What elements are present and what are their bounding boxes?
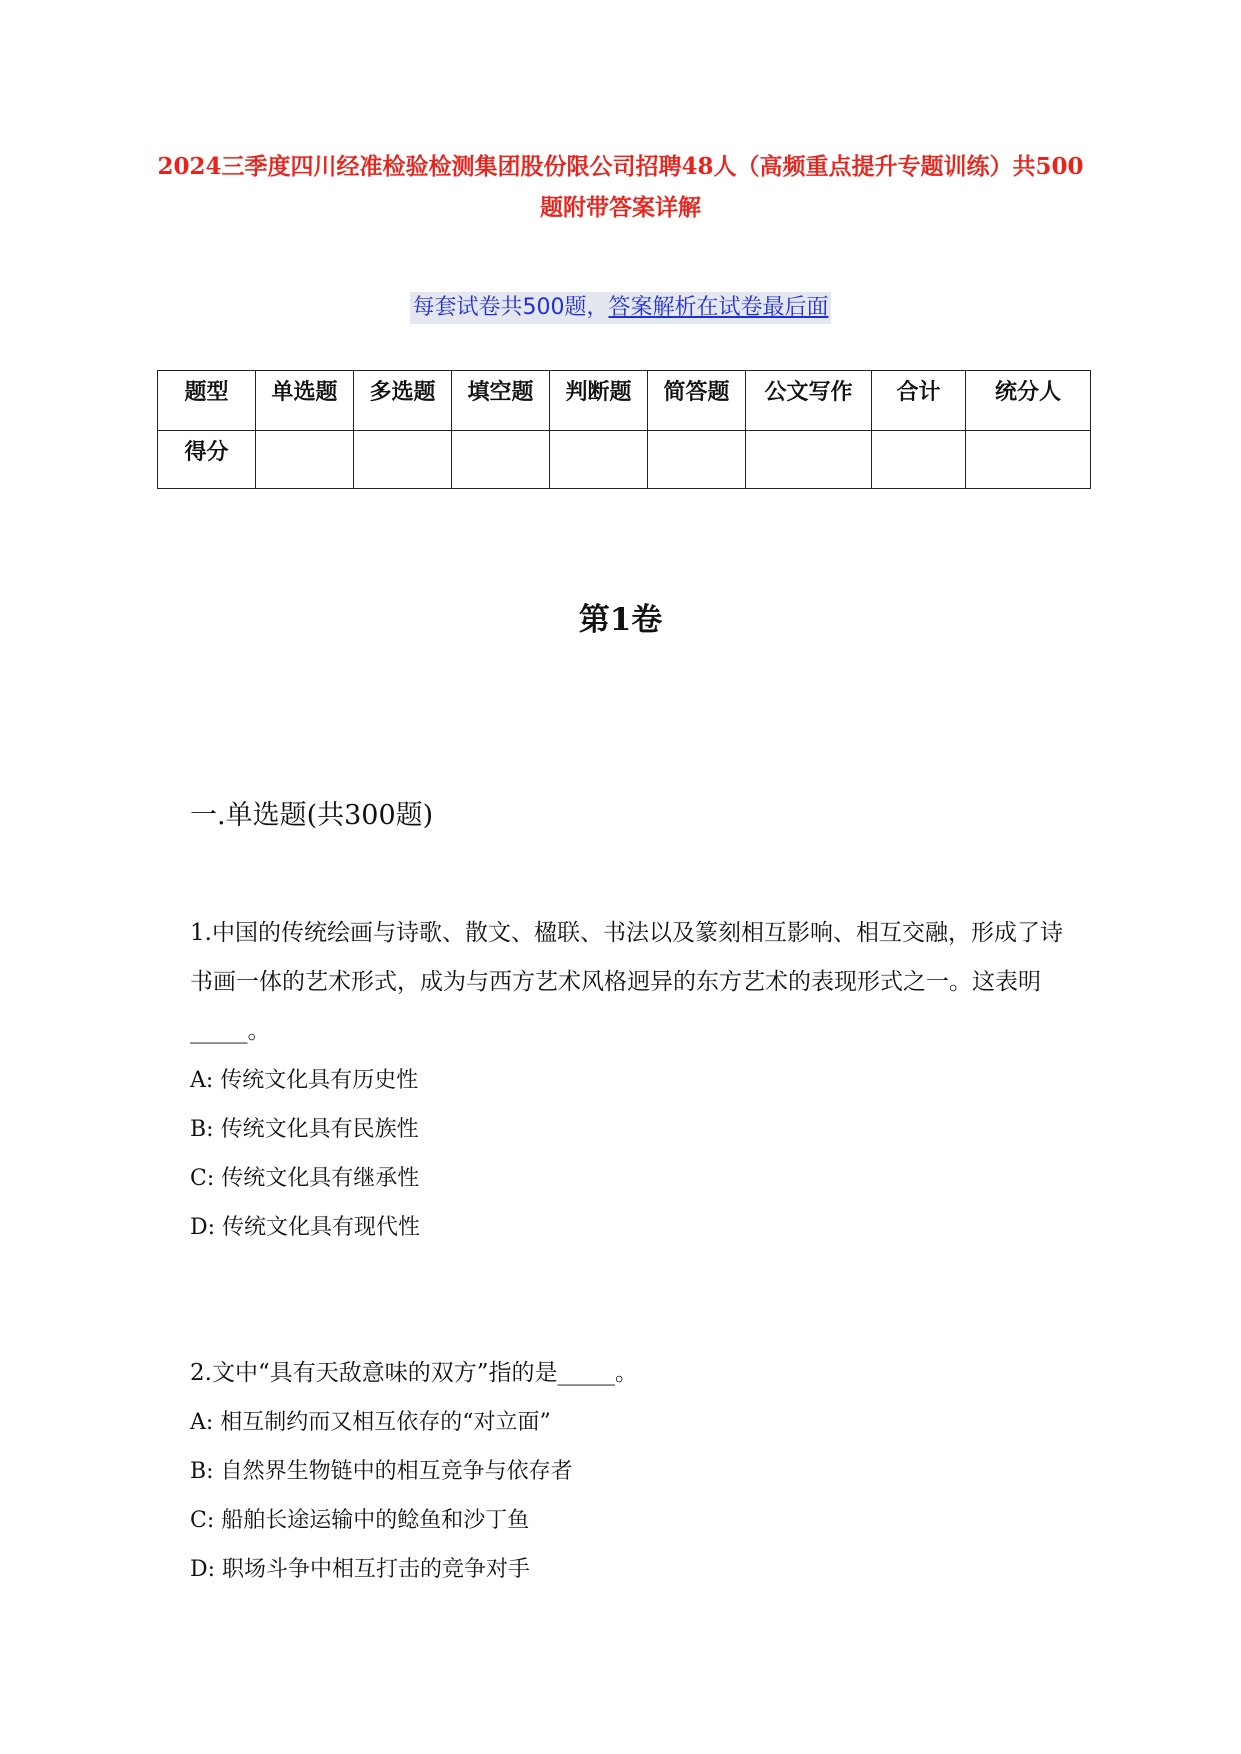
question-stem: 2.文中“具有天敌意味的双方”指的是_____。: [190, 1360, 638, 1386]
option-c: C: 传统文化具有继承性: [190, 1166, 420, 1191]
score-table-header-row: [158, 371, 1091, 431]
question-1: [190, 909, 1070, 1252]
score-cell: [966, 431, 1091, 489]
score-row-label: 得分: [158, 431, 256, 489]
notice-banner: [0, 292, 1241, 324]
option-b: B: 传统文化具有民族性: [190, 1117, 419, 1142]
option-c: C: 船舶长途运输中的鲶鱼和沙丁鱼: [190, 1508, 530, 1533]
score-table-score-row: [158, 431, 1091, 489]
score-cell: [256, 431, 354, 489]
score-header-cell: 公文写作: [746, 371, 872, 431]
score-cell: [550, 431, 648, 489]
score-header-cell: 单选题: [256, 371, 354, 431]
score-header-cell: 合计: [872, 371, 966, 431]
score-cell: [872, 431, 966, 489]
score-table: [157, 370, 1091, 489]
volume-title: 第1卷: [578, 602, 663, 638]
option-d: D: 传统文化具有现代性: [190, 1215, 421, 1240]
document-title: 2024三季度四川经准检验检测集团股份限公司招聘48人（高频重点提升专题训练）共500题附带答案详解: [157, 153, 1084, 221]
option-a: A: 相互制约而又相互依存的“对立面”: [190, 1410, 551, 1435]
score-header-cell: 简答题: [648, 371, 746, 431]
notice-text: [410, 292, 830, 324]
option-a: A: 传统文化具有历史性: [190, 1068, 419, 1093]
option-d: D: 职场斗争中相互打击的竞争对手: [190, 1557, 531, 1582]
score-cell: [648, 431, 746, 489]
question-stem: 1.中国的传统绘画与诗歌、散文、楹联、书法以及篆刻相互影响、相互交融，形成了诗书画一体的艺术形式，成为与西方艺术风格迥异的东方艺术的表现形式之一。这表明_____。: [190, 920, 1063, 1044]
score-header-cell: 多选题: [354, 371, 452, 431]
score-header-cell: 填空题: [452, 371, 550, 431]
score-cell: [746, 431, 872, 489]
notice-part-2: 答案解析在试卷最后面: [608, 295, 829, 320]
score-cell: [354, 431, 452, 489]
option-b: B: 自然界生物链中的相互竞争与依存者: [190, 1459, 573, 1484]
score-header-cell: 题型: [158, 371, 256, 431]
score-header-cell: 判断题: [550, 371, 648, 431]
score-cell: [452, 431, 550, 489]
score-header-cell: 统分人: [966, 371, 1091, 431]
question-2: [190, 1349, 1070, 1594]
notice-part-1: 每套试卷共500题，: [412, 295, 609, 320]
section-title: 一.单选题(共300题): [190, 800, 434, 831]
